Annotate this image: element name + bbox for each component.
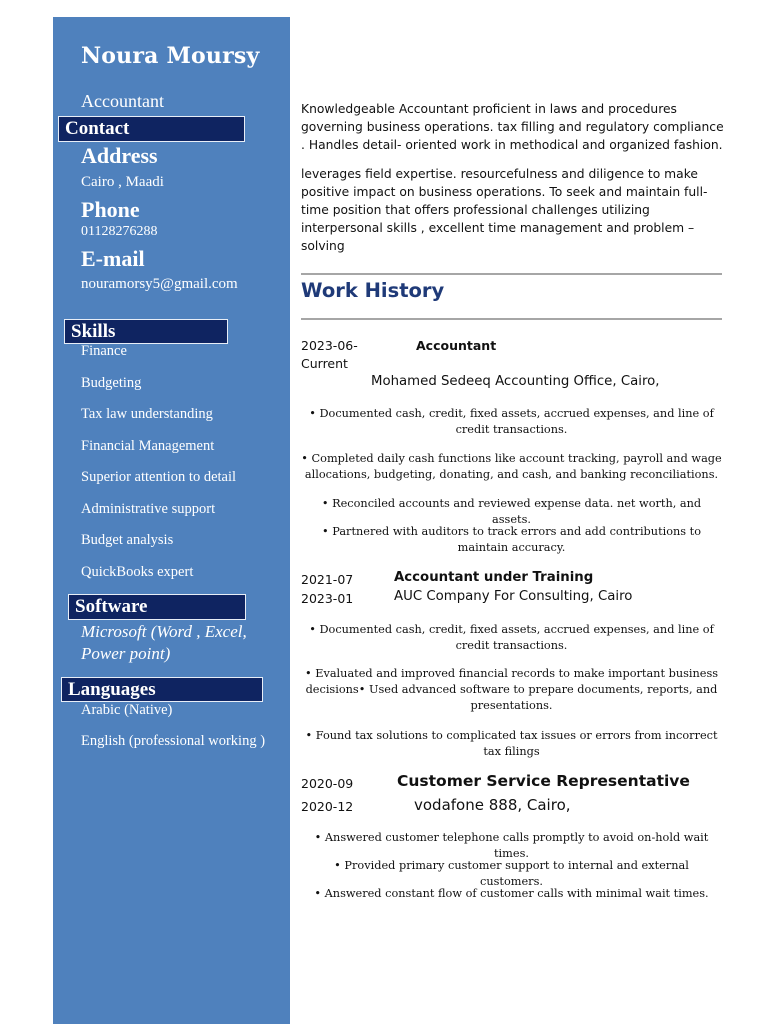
skills-heading: Skills xyxy=(64,319,228,344)
summary-paragraph: leverages field expertise. resourcefulness and diligence to make positive impact on business operations. To seek and maintain full-time position that offers professional challenges utilizing interpersonal skills , excellent time management and problem – solving xyxy=(301,167,708,253)
language-item: English (professional working ) xyxy=(81,733,266,749)
work-history-heading: Work History xyxy=(301,279,445,302)
language-item: Arabic (Native) xyxy=(81,702,173,718)
job-start-date: 2021-07 xyxy=(301,572,354,587)
job-bullet: • Documented cash, credit, fixed assets, accrued expenses, and line of credit transactions. xyxy=(309,623,714,652)
professional-summary xyxy=(301,100,726,266)
candidate-name: Noura Moursy xyxy=(81,43,260,69)
contact-heading: Contact xyxy=(58,116,245,142)
job-end-date: 2023-01 xyxy=(301,591,354,606)
email-label: E-mail xyxy=(81,246,145,271)
job-end-date: 2020-12 xyxy=(301,799,354,814)
divider xyxy=(301,273,722,275)
phone-label: Phone xyxy=(81,197,140,222)
skill-item: QuickBooks expert xyxy=(81,563,194,580)
job-position: Accountant xyxy=(416,338,497,353)
languages-list xyxy=(81,701,265,763)
email-value[interactable]: nouramorsy5@gmail.com xyxy=(81,276,238,292)
skill-item: Budgeting xyxy=(81,374,142,391)
job-company: AUC Company For Consulting, Cairo xyxy=(394,589,633,604)
languages-heading: Languages xyxy=(61,677,263,702)
job-bullet: • Provided primary customer support to internal and external customers. xyxy=(334,859,689,888)
skill-item: Budget analysis xyxy=(81,532,174,548)
skill-item: Administrative support xyxy=(81,500,216,517)
job-end-date: Current xyxy=(301,356,348,371)
divider xyxy=(301,318,722,320)
job-start-date: 2020-09 xyxy=(301,776,354,791)
job-company: vodafone 888, Cairo, xyxy=(414,796,571,814)
address-label: Address xyxy=(81,143,158,168)
software-heading: Software xyxy=(68,594,246,620)
sidebar xyxy=(53,17,290,1024)
job-position: Accountant under Training xyxy=(394,570,594,585)
address-value: Cairo , Maadi xyxy=(81,174,164,190)
job-bullet: • Found tax solutions to complicated tax issues or errors from incorrect tax filings xyxy=(305,729,718,758)
skill-item: Finance xyxy=(81,343,127,359)
job-bullet: • Answered constant flow of customer calls with minimal wait times. xyxy=(314,887,709,900)
skill-item: Tax law understanding xyxy=(81,406,213,422)
job-bullet: • Completed daily cash functions like account tracking, payroll and wage allocations, budgeting, donating, and cash, and banking reconciliations. xyxy=(301,452,722,481)
phone-value: 01128276288 xyxy=(81,224,158,239)
job-bullet: • Reconciled accounts and reviewed expense data. net worth, and assets. xyxy=(321,497,702,526)
skill-item: Superior attention to detail xyxy=(81,469,237,485)
skill-item: Financial Management xyxy=(81,437,215,454)
skills-list xyxy=(81,341,236,593)
job-bullet: • Partnered with auditors to track errors and add contributions to maintain accuracy. xyxy=(321,525,702,554)
job-title: Accountant xyxy=(81,91,164,111)
job-start-date: 2023-06- xyxy=(301,338,358,353)
software-value: Microsoft (Word , Excel, Power point) xyxy=(81,622,247,663)
job-position: Customer Service Representative xyxy=(397,772,690,790)
summary-paragraph: Knowledgeable Accountant proficient in laws and procedures governing business operations. tax filling and regulatory compliance . Handles detail- oriented work in methodical and organized fashion. xyxy=(301,102,724,152)
job-bullet: • Answered customer telephone calls promptly to avoid on-hold wait times. xyxy=(314,831,709,860)
job-company: Mohamed Sedeeq Accounting Office, Cairo, xyxy=(371,374,660,389)
job-bullet: • Documented cash, credit, fixed assets, accrued expenses, and line of credit transactions. xyxy=(309,407,714,436)
job-bullet: • Evaluated and improved financial records to make important business decisions• Used advanced software to prepare documents, reports, and presentations. xyxy=(304,667,719,712)
